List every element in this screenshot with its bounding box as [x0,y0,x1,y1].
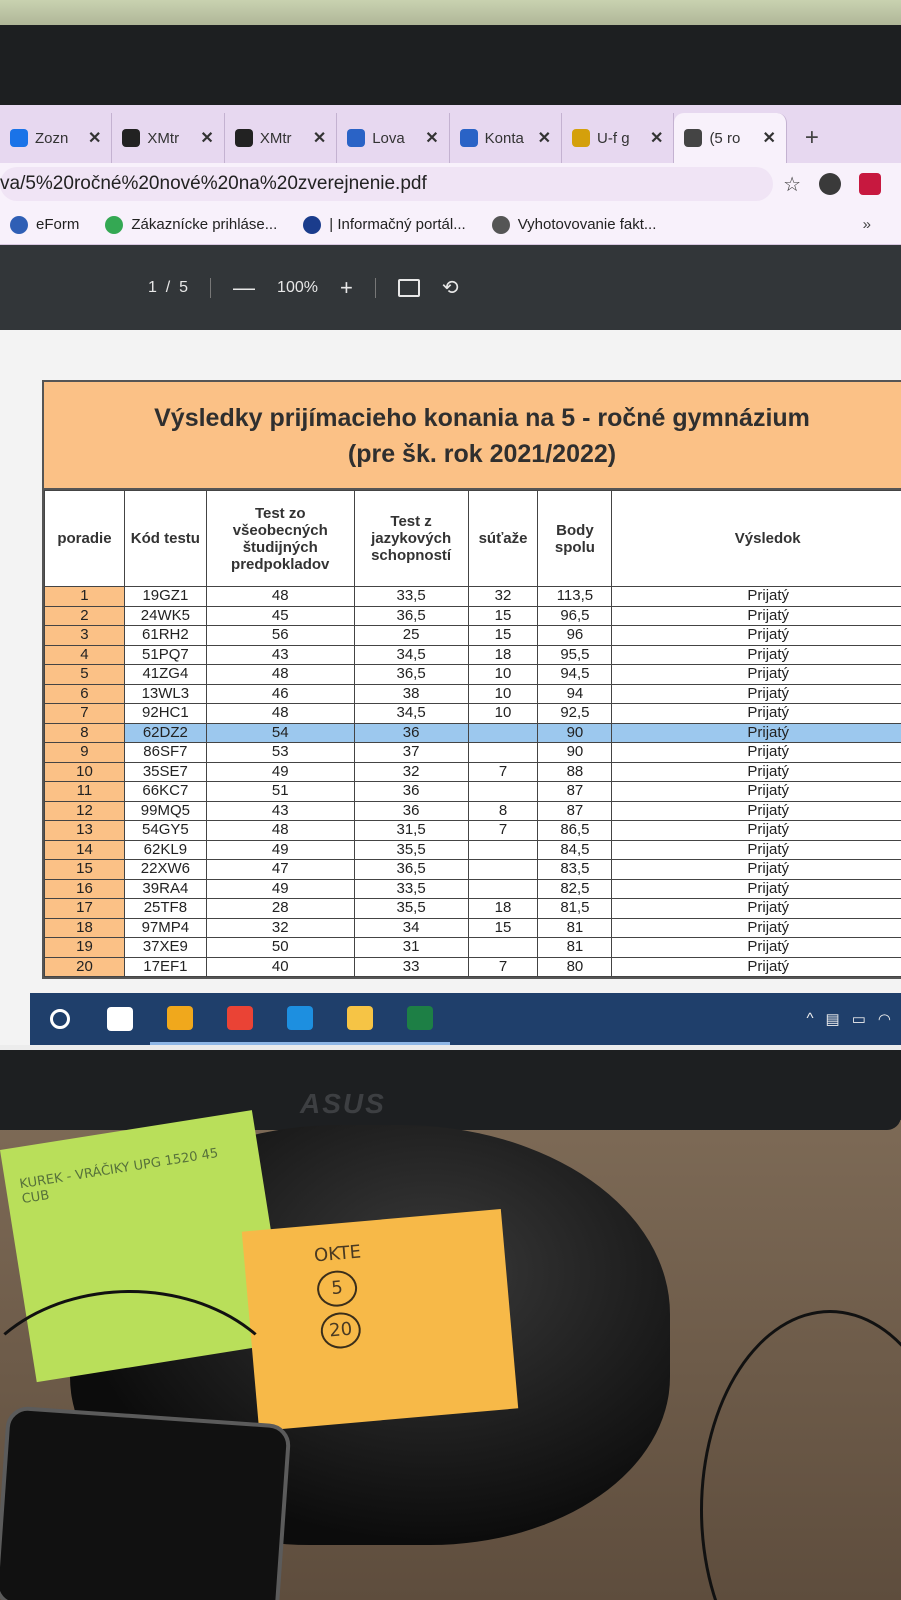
browser-tab[interactable] [0,113,112,163]
table-cell: 94 [538,684,612,704]
table-cell: 53 [206,743,354,763]
excel-icon [407,1006,433,1030]
table-cell: 19GZ1 [124,587,206,607]
bookmarks-bar [0,205,901,245]
table-cell: 13WL3 [124,684,206,704]
table-cell: 18 [468,645,538,665]
table-cell: 99MQ5 [124,801,206,821]
table-row [45,645,901,665]
tab-label: XMtr [147,129,180,147]
table-row [45,957,901,977]
page-current[interactable]: 1 [148,278,157,296]
table-cell: 6 [45,684,125,704]
url-text: va/5%20ročné%20nové%20na%20zverejnenie.pdf [0,173,427,194]
toolbar-divider [210,278,211,298]
table-cell [468,840,538,860]
close-icon[interactable]: ✕ [650,130,664,147]
table-cell: 48 [206,665,354,685]
table-cell: 8 [468,801,538,821]
system-tray [806,1010,901,1028]
table-cell: Prijatý [612,899,901,919]
fit-page-icon[interactable] [398,279,420,297]
table-cell: 81 [538,918,612,938]
table-cell: 12 [45,801,125,821]
table-cell: 94,5 [538,665,612,685]
table-cell: Prijatý [612,840,901,860]
table-cell: 37XE9 [124,938,206,958]
outlook-icon [167,1006,193,1030]
table-cell: 15 [468,918,538,938]
table-cell: Prijatý [612,860,901,880]
table-cell: 51PQ7 [124,645,206,665]
table-row [45,840,901,860]
table-cell: 92,5 [538,704,612,724]
table-cell: 3 [45,626,125,646]
toolbar-icons [773,172,901,197]
edge-icon [460,129,478,147]
start-icon [50,1009,70,1029]
sun-icon [572,129,590,147]
table-cell: Prijatý [612,743,901,763]
green-note-text: KUREK - VRÁČIKY UPG 1520 45 CUB [18,1146,220,1208]
table-cell: 39RA4 [124,879,206,899]
table-cell: 86,5 [538,821,612,841]
bookmarks-overflow-button[interactable]: » [862,216,871,233]
browser-tab[interactable] [112,113,224,163]
table-cell [468,938,538,958]
table-row [45,762,901,782]
monitor-screen [0,105,901,1050]
table-cell: Prijatý [612,723,901,743]
orange-note-text: OKTE [313,1241,362,1267]
table-cell: 2 [45,606,125,626]
table-cell: 10 [45,762,125,782]
table-cell: 31,5 [354,821,468,841]
tab-label: Konta [484,129,524,147]
bookmark-label: eForm [36,216,80,233]
table-row [45,782,901,802]
eform-icon [10,216,28,234]
explorer-icon [347,1006,373,1030]
document-title: Výsledky prijímacieho konania na 5 - ročné gymnázium [154,404,810,432]
excel-app[interactable] [390,993,450,1045]
table-cell: 45 [206,606,354,626]
table-cell: 43 [206,801,354,821]
new-tab-button[interactable]: + [804,124,819,151]
table-cell: Prijatý [612,918,901,938]
table-cell: 48 [206,821,354,841]
table-cell: 36,5 [354,606,468,626]
table-cell: 49 [206,840,354,860]
table-row [45,801,901,821]
table-row [45,879,901,899]
windows-taskbar [30,993,901,1045]
globe-icon [492,216,510,234]
table-cell: 80 [538,957,612,977]
table-cell: Prijatý [612,704,901,724]
table-cell: 15 [468,606,538,626]
network-icon[interactable]: ▤ [825,1011,840,1028]
close-icon[interactable]: ✕ [537,130,552,147]
table-cell: 17 [45,899,125,919]
table-cell: 5 [45,665,125,685]
explorer-app[interactable] [330,993,390,1045]
table-cell: 46 [206,684,354,704]
column-header: Kód testu [124,491,206,587]
table-row [45,704,901,724]
xm-icon [235,129,253,147]
table-cell: 54 [206,723,354,743]
table-cell: 7 [468,762,538,782]
table-cell: 96 [538,626,612,646]
table-cell: 13 [45,821,125,841]
table-cell: 40 [206,957,354,977]
tab-strip [0,105,901,163]
table-cell: 90 [538,723,612,743]
table-cell: 36 [354,801,468,821]
table-row [45,860,901,880]
table-cell: 48 [206,704,354,724]
task-view-icon [107,1007,133,1031]
table-cell: 35SE7 [124,762,206,782]
table-cell: 33,5 [354,587,468,607]
bookmark-item[interactable] [105,216,277,234]
table-cell: Prijatý [612,821,901,841]
table-cell: 62DZ2 [124,723,206,743]
tab-label: Lova [372,129,405,147]
table-cell: 10 [468,704,538,724]
table-cell: 34,5 [354,704,468,724]
chrome-icon [227,1006,253,1030]
document-subtitle: (pre šk. rok 2021/2022) [347,440,617,468]
edge-app[interactable] [270,993,330,1045]
table-cell: 10 [468,665,538,685]
browser-tab[interactable] [225,113,337,163]
bookmark-label: Zákaznícke prihláse... [131,216,278,233]
table-cell: 49 [206,879,354,899]
bookmark-label: | Informačný portál... [329,216,466,233]
table-cell: 15 [45,860,125,880]
table-cell: Prijatý [612,684,901,704]
browser-tab[interactable] [562,113,674,163]
table-cell: 49 [206,762,354,782]
tab-label: Zozn [35,129,69,147]
table-cell: 7 [45,704,125,724]
zoom-in-button[interactable]: + [339,274,353,300]
toolbar-divider [375,278,376,298]
results-table [44,490,901,977]
task-view-button[interactable] [90,993,150,1045]
table-cell: Prijatý [612,782,901,802]
table-cell: 36 [354,723,468,743]
table-cell [468,743,538,763]
table-cell: 82,5 [538,879,612,899]
start-button[interactable] [30,993,90,1045]
card-icon [105,216,123,234]
table-cell: 33,5 [354,879,468,899]
table-cell: 113,5 [538,587,612,607]
table-cell: 54GY5 [124,821,206,841]
table-cell: 84,5 [538,840,612,860]
table-cell: 32 [206,918,354,938]
table-row [45,918,901,938]
tab-label: XMtr [259,129,292,147]
column-header: poradie [45,491,125,587]
table-cell: 24WK5 [124,606,206,626]
table-cell: 96,5 [538,606,612,626]
pdf-toolbar [0,245,901,330]
table-cell: 34 [354,918,468,938]
table-cell: Prijatý [612,879,901,899]
table-cell: 11 [45,782,125,802]
pdf-viewer [0,330,901,1045]
table-row [45,606,901,626]
outlook-app[interactable] [150,993,210,1045]
table-cell: 36 [354,782,468,802]
browser-tab[interactable] [450,113,562,163]
table-cell: 25 [354,626,468,646]
table-cell: 56 [206,626,354,646]
table-cell: 95,5 [538,645,612,665]
orange-note-circle-1: 5 [316,1269,359,1308]
column-header: Výsledok [612,491,901,587]
bookmark-item[interactable] [492,216,657,234]
zoom-out-button[interactable]: — [233,274,256,300]
table-cell: 41ZG4 [124,665,206,685]
table-cell: 18 [468,899,538,919]
pocket-icon[interactable] [859,173,881,195]
close-icon[interactable]: ✕ [88,130,102,147]
tab-label: (5 ro [709,129,741,147]
table-cell: 19 [45,938,125,958]
table-cell: 88 [538,762,612,782]
browser-tab[interactable] [337,113,449,163]
table-cell: 18 [45,918,125,938]
table-row [45,723,901,743]
table-cell: 36,5 [354,665,468,685]
table-row [45,821,901,841]
table-cell [468,782,538,802]
bookmark-item[interactable] [303,216,465,234]
table-cell: 16 [45,879,125,899]
browser-tab[interactable] [674,113,786,163]
rotate-icon[interactable]: ⟲ [441,277,459,299]
table-cell: 33 [354,957,468,977]
extension-icon[interactable] [819,173,841,195]
tab-label: U-f g [597,129,630,147]
bookmark-label: Vyhotovovanie fakt... [517,216,657,233]
xm-icon [122,129,140,147]
table-cell: 17EF1 [124,957,206,977]
table-cell: 9 [45,743,125,763]
cloud-icon [347,129,365,147]
table-cell: Prijatý [612,606,901,626]
table-cell: 86SF7 [124,743,206,763]
table-cell: 32 [354,762,468,782]
table-cell: 14 [45,840,125,860]
table-cell: 61RH2 [124,626,206,646]
pdf-page [42,380,901,979]
table-cell: 35,5 [354,899,468,919]
table-row [45,938,901,958]
table-cell [468,723,538,743]
table-cell: 83,5 [538,860,612,880]
table-cell: 43 [206,645,354,665]
table-cell: 20 [45,957,125,977]
table-cell: Prijatý [612,801,901,821]
table-cell: 81,5 [538,899,612,919]
bookmark-item[interactable] [10,216,79,234]
table-cell: 31 [354,938,468,958]
table-cell: 48 [206,587,354,607]
wifi-icon[interactable]: ◠ [877,1011,891,1028]
table-cell: 51 [206,782,354,802]
table-cell: 7 [468,957,538,977]
orange-note-circle-2: 20 [319,1311,362,1350]
star-icon[interactable]: ☆ [783,173,801,196]
crest-icon [303,216,321,234]
table-cell: 87 [538,782,612,802]
table-cell: 38 [354,684,468,704]
table-cell: 97MP4 [124,918,206,938]
table-row [45,587,901,607]
table-cell: Prijatý [612,938,901,958]
table-cell: 35,5 [354,840,468,860]
table-cell: 15 [468,626,538,646]
table-row [45,899,901,919]
table-cell: 28 [206,899,354,919]
table-cell: 10 [468,684,538,704]
table-row [45,665,901,685]
table-cell: Prijatý [612,645,901,665]
column-header: Test zo všeobecných študijných predpokladov [206,491,354,587]
table-cell: Prijatý [612,762,901,782]
table-cell: 66KC7 [124,782,206,802]
table-cell [468,860,538,880]
table-cell: Prijatý [612,665,901,685]
table-cell: 37 [354,743,468,763]
table-cell: 25TF8 [124,899,206,919]
address-bar[interactable] [0,167,773,201]
table-cell: 4 [45,645,125,665]
globe-icon [684,129,702,147]
table-cell: 90 [538,743,612,763]
column-header: Test z jazykových schopností [354,491,468,587]
chrome-app[interactable] [210,993,270,1045]
monitor-logo: ASUS [300,1088,386,1119]
table-cell: 62KL9 [124,840,206,860]
table-cell: 32 [468,587,538,607]
table-cell: 22XW6 [124,860,206,880]
chevron-up-icon[interactable]: ^ [806,1010,814,1027]
table-row [45,684,901,704]
table-cell: 87 [538,801,612,821]
table-cell: 47 [206,860,354,880]
zoom-level: 100% [277,278,318,296]
close-icon[interactable]: ✕ [200,130,214,147]
table-cell: 7 [468,821,538,841]
close-icon[interactable]: ✕ [762,130,776,147]
table-cell: 36,5 [354,860,468,880]
table-cell [468,879,538,899]
table-cell: Prijatý [612,587,901,607]
column-header: Body spolu [538,491,612,587]
table-cell: Prijatý [612,957,901,977]
table-row [45,626,901,646]
document-header [44,382,901,490]
battery-icon[interactable]: ▭ [851,1011,866,1028]
address-bar-row [0,163,901,205]
table-row [45,743,901,763]
page-separator: / [165,278,171,296]
page-total: 5 [179,278,189,296]
table-cell: 34,5 [354,645,468,665]
table-cell: 92HC1 [124,704,206,724]
table-cell: 8 [45,723,125,743]
edge-icon [287,1006,313,1030]
table-cell: 81 [538,938,612,958]
close-icon[interactable]: ✕ [312,130,327,147]
table-cell: Prijatý [612,626,901,646]
column-header: súťaže [468,491,538,587]
table-cell: 1 [45,587,125,607]
close-icon[interactable]: ✕ [425,130,439,147]
table-cell: 50 [206,938,354,958]
page-indicator [148,279,188,297]
document-icon [10,129,28,147]
